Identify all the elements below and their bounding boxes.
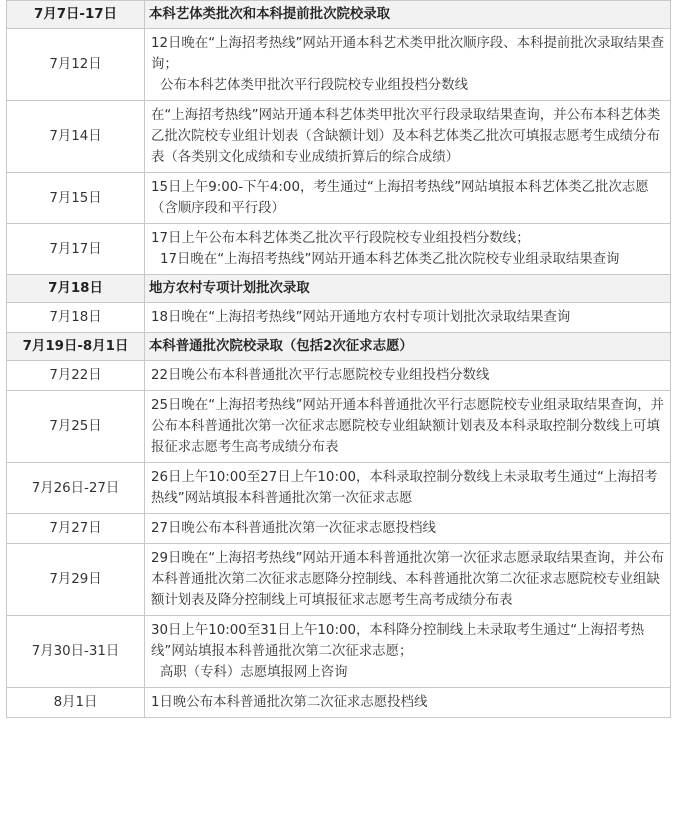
section-date-range: 7月18日 [7, 275, 145, 303]
table-row [7, 361, 671, 391]
description-line: 高职（专科）志愿填报网上咨询 [160, 665, 348, 680]
section-title [145, 1, 671, 29]
row-date: 7月29日 [7, 544, 145, 616]
row-description [145, 101, 671, 173]
section-title [145, 275, 671, 303]
table-row [7, 688, 671, 718]
row-description [145, 391, 671, 463]
table-row [7, 463, 671, 514]
row-date: 7月15日 [7, 173, 145, 224]
table-row [7, 391, 671, 463]
description-line: 地方农村专项计划批次录取 [149, 281, 310, 296]
row-description [145, 361, 671, 391]
description-line: 22日晚公布本科普通批次平行志愿院校专业组投档分数线 [151, 368, 490, 383]
description-line: 公布本科艺体类甲批次平行段院校专业组投档分数线 [160, 78, 468, 93]
section-date-range: 7月7日-17日 [7, 1, 145, 29]
description-line: 15日上午9:00-下午4:00，考生通过“上海招考热线”网站填报本科艺体类乙批次志愿（含顺序段和平行段） [151, 180, 649, 216]
row-date: 7月30日-31日 [7, 616, 145, 688]
row-date: 7月17日 [7, 224, 145, 275]
table-row [7, 544, 671, 616]
section-header-row [7, 333, 671, 361]
row-description [145, 303, 671, 333]
table-row [7, 173, 671, 224]
table-row [7, 303, 671, 333]
section-title [145, 333, 671, 361]
description-line: 1日晚公布本科普通批次第二次征求志愿投档线 [151, 695, 428, 710]
row-description [145, 616, 671, 688]
section-date-range: 7月19日-8月1日 [7, 333, 145, 361]
section-header-row [7, 1, 671, 29]
description-line: 本科普通批次院校录取（包括2次征求志愿） [149, 339, 413, 354]
description-line: 17日晚在“上海招考热线”网站开通本科艺体类乙批次院校专业组录取结果查询 [160, 252, 620, 267]
row-date: 7月26日-27日 [7, 463, 145, 514]
row-description [145, 29, 671, 101]
description-line: 25日晚在“上海招考热线”网站开通本科普通批次平行志愿院校专业组录取结果查询，并公布本科普通批次第一次征求志愿院校专业组缺额计划表及本科录取控制分数线上可填报征求志愿考生高考成绩分布表 [151, 398, 664, 455]
row-date: 7月18日 [7, 303, 145, 333]
row-description [145, 514, 671, 544]
row-date: 7月22日 [7, 361, 145, 391]
row-date: 7月25日 [7, 391, 145, 463]
description-line: 29日晚在“上海招考热线”网站开通本科普通批次第一次征求志愿录取结果查询，并公布本科普通批次第二次征求志愿降分控制线、本科普通批次第二次征求志愿院校专业组缺额计划表及降分控制线上可填报征求志愿考生高考成绩分布表 [151, 551, 664, 608]
description-line: 30日上午10:00至31日上午10:00，本科降分控制线上未录取考生通过“上海招考热线”网站填报本科普通批次第二次征求志愿； [151, 623, 645, 659]
table-row [7, 29, 671, 101]
row-description [145, 224, 671, 275]
description-line: 12日晚在“上海招考热线”网站开通本科艺术类甲批次顺序段、本科提前批次录取结果查询； [151, 36, 664, 72]
row-date: 8月1日 [7, 688, 145, 718]
description-line: 18日晚在“上海招考热线”网站开通地方农村专项计划批次录取结果查询 [151, 310, 571, 325]
table-row [7, 514, 671, 544]
schedule-body [7, 1, 671, 718]
table-row [7, 224, 671, 275]
row-date: 7月12日 [7, 29, 145, 101]
row-description [145, 544, 671, 616]
description-line: 27日晚公布本科普通批次第一次征求志愿投档线 [151, 521, 436, 536]
admission-schedule-table [6, 0, 671, 718]
description-line: 17日上午公布本科艺体类乙批次平行段院校专业组投档分数线； [151, 231, 530, 246]
row-description [145, 688, 671, 718]
row-description [145, 463, 671, 514]
row-date: 7月14日 [7, 101, 145, 173]
row-date: 7月27日 [7, 514, 145, 544]
table-row [7, 616, 671, 688]
table-row [7, 101, 671, 173]
row-description [145, 173, 671, 224]
description-line: 在“上海招考热线”网站开通本科艺体类甲批次平行段录取结果查询，并公布本科艺体类乙批次院校专业组计划表（含缺额计划）及本科艺体类乙批次可填报志愿考生成绩分布表（各类别文化成绩和专业成绩折算后的综合成绩） [151, 108, 661, 165]
section-header-row [7, 275, 671, 303]
description-line: 本科艺体类批次和本科提前批次院校录取 [149, 7, 391, 22]
description-line: 26日上午10:00至27日上午10:00，本科录取控制分数线上未录取考生通过“上海招考热线”网站填报本科普通批次第一次征求志愿 [151, 470, 658, 506]
